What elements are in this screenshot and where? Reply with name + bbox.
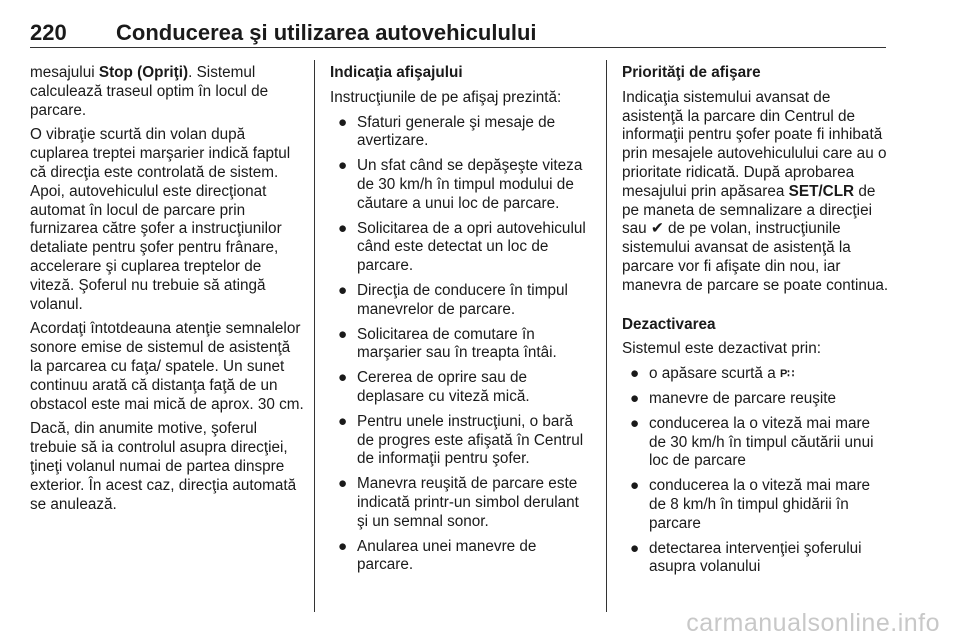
page-number: 220 (30, 20, 67, 45)
bullet-icon: ● (630, 414, 640, 432)
section-heading-display-priorities: Priorităţi de afişare (622, 64, 761, 81)
paragraph-acoustic-signals: Acordaţi întotdeauna atenţie semnalelor sonore emise de sistemul de asistenţă la parcarea cu faţa/ spatele. Un sunet continuu arată că distanţa faţă de un obstacol este mai mică de aprox. 30 cm. (30, 320, 304, 413)
list-item: ● manevre de parcare reuşite (630, 389, 837, 407)
paragraph-priorities: Indicaţia sistemului avansat de asistenţă la parcare din Centrul de informaţii pentru şofer poate fi inhibată prin mesajele autovehiculului care au o prioritate ridicată. După aprobarea mesajului prin apăsarea SET/CLR de pe maneta de semnalizare a direcţiei sau ✔ de pe volan, instrucţiunile sistemului avansat de asistenţă la parcare vor fi afişate din nou, iar manevra de parcare se poate continua. (622, 88, 889, 294)
deactivation-intro: Sistemul este dezactivat prin: (622, 340, 821, 358)
column-3 (622, 64, 890, 583)
column-2 (330, 64, 592, 581)
bullet-icon: ● (338, 475, 348, 493)
watermark: carmanualsonline.info (686, 609, 940, 637)
list-item: ● Anularea unei manevre de parcare. (338, 537, 537, 574)
list-item: ● Direcţia de conducere în timpul manevrelor de parcare. (338, 281, 568, 318)
parking-button-icon: P∷ (779, 368, 795, 381)
bullet-icon: ● (630, 477, 640, 495)
display-instructions-list (330, 114, 592, 576)
page-header (30, 14, 930, 50)
stop-label: Stop (Opriţi) (98, 64, 189, 81)
page-title: Conducerea şi utilizarea autovehiculului (116, 20, 537, 45)
bullet-icon: ● (338, 219, 348, 237)
list-item: ● Manevra reuşită de parcare este indicată printr-un simbol derulant şi un semnal sonor. (338, 475, 579, 530)
bullet-icon: ● (338, 113, 348, 131)
list-item: ● Cererea de oprire sau de deplasare cu viteză mică. (338, 369, 530, 405)
list-item: ● detectarea intervenţiei şoferului asupra volanului (630, 539, 862, 576)
column-divider-1 (314, 60, 315, 612)
section-heading-deactivation: Dezactivarea (622, 315, 716, 333)
list-item: ● Solicitarea de a opri autovehiculul când este detectat un loc de parcare. (338, 219, 586, 275)
bullet-icon: ● (338, 157, 348, 175)
bullet-icon: ● (338, 537, 348, 555)
bullet-icon: ● (338, 369, 348, 387)
set-clr-label: SET/CLR (788, 182, 855, 200)
column-divider-2 (606, 60, 607, 612)
bullet-icon: ● (338, 412, 348, 430)
list-item: ● conducerea la o viteză mai mare de 30 km/h în timpul căutării unui loc de parcare (630, 414, 874, 470)
bullet-icon: ● (338, 281, 348, 299)
checkmark-icon: ✔ (650, 220, 664, 238)
bullet-icon: ● (630, 365, 640, 383)
display-intro: Instrucţiunile de pe afişaj prezintă: (330, 88, 562, 106)
section-heading-display: Indicaţia afişajului (330, 64, 463, 81)
list-item: ● Pentru unele instrucţiuni, o bară de progres este afişată în Centrul de informaţii pentru şofer. (338, 412, 584, 468)
list-item: ● Solicitarea de comutare în marşarier sau în treapta întâi. (338, 325, 557, 362)
paragraph-vibration: O vibraţie scurtă din volan după cuplarea treptei marşarier indică faptul că direcţia este controlată de sistem. Apoi, autovehiculul este direcţionat automat în locul de parcare prin furnizarea către şofer a instrucţiunilor detaliate pentru şofer pentru frânare, accelerare şi cuplarea treptelor de viteză. Şoferul nu trebuie să atingă volanul. (30, 126, 291, 313)
column-1 (30, 64, 305, 520)
list-item: ● o apăsare scurtă a P∷ (630, 365, 795, 383)
list-item: ● Un sfat când se depăşeşte viteza de 30 km/h în timpul modului de căutare a unui loc de parcare. (338, 157, 583, 212)
paragraph-driver-takeover: Dacă, din anumite motive, şoferul trebuie să ia controlul asupra direcţiei, ţineţi volanul numai de partea dinspre exterior. În acest caz, direcţia automată se anulează. (30, 420, 297, 513)
bullet-icon: ● (630, 539, 640, 557)
list-item: ● Sfaturi generale şi mesaje de avertizare. (338, 113, 556, 150)
deactivation-list (622, 365, 890, 577)
bullet-icon: ● (630, 389, 640, 407)
paragraph-stop-message: mesajului Stop (Opriţi). Sistemul calculează traseul optim în locul de parcare. (30, 64, 269, 119)
bullet-icon: ● (338, 325, 348, 343)
list-item: ● conducerea la o viteză mai mare de 8 km/h în timpul ghidării în parcare (630, 477, 871, 532)
header-divider (30, 47, 886, 48)
